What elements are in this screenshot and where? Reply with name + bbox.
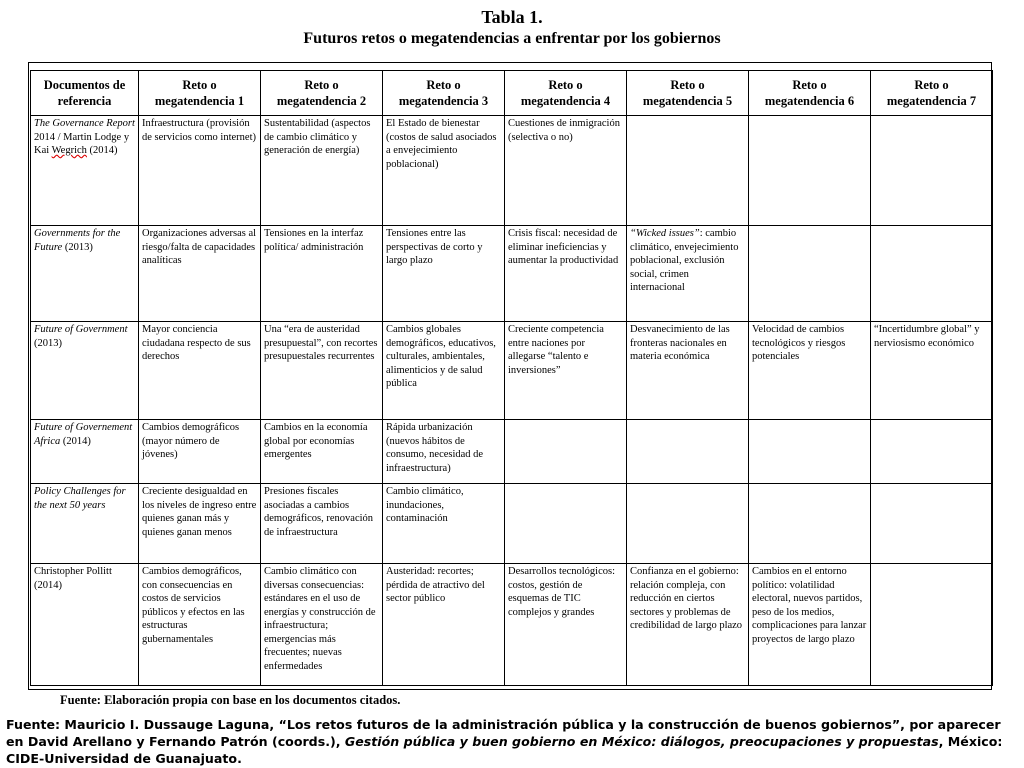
table-cell: Cambios demográficos, con consecuencias en costos de servicios públicos y efectos en las estructuras gubernamentales xyxy=(139,564,261,686)
table-cell xyxy=(627,116,749,226)
table-cell: Tensiones entre las perspectivas de corto y largo plazo xyxy=(383,226,505,322)
header-cell: Reto o megatendencia 7 xyxy=(871,71,993,116)
table-cell: Desarrollos tecnológicos: costos, gestión de esquemas de TIC complejos y grandes xyxy=(505,564,627,686)
table-cell: Cambios globales demográficos, educativos, culturales, ambientales, alimenticios y de salud pública xyxy=(383,322,505,420)
table-cell: Creciente desigualdad en los niveles de ingreso entre quienes ganan más y quienes ganan menos xyxy=(139,484,261,564)
header-cell: Reto o megatendencia 3 xyxy=(383,71,505,116)
table-row xyxy=(31,226,993,322)
table-cell xyxy=(871,420,993,484)
header-cell: Reto o megatendencia 1 xyxy=(139,71,261,116)
table-cell: Cuestiones de inmigración (selectiva o no) xyxy=(505,116,627,226)
table-number: Tabla 1. xyxy=(481,7,543,27)
table-cell: Confianza en el gobierno: relación compleja, con reducción en ciertos sectores y problemas de credibilidad de largo plazo xyxy=(627,564,749,686)
reference-cell: Future of Government (2013) xyxy=(31,322,139,420)
header-cell: Reto o megatendencia 6 xyxy=(749,71,871,116)
table-cell: “Wicked issues”: cambio climático, envejecimiento poblacional, exclusión social, crimen internacional xyxy=(627,226,749,322)
table-cell xyxy=(871,226,993,322)
table-caption: Futuros retos o megatendencias a enfrentar por los gobiernos xyxy=(303,30,721,47)
table-cell: Cambios en el entorno político: volatilidad electoral, nuevos partidos, peso de los medios, complicaciones para lanzar proyectos de largo plazo xyxy=(749,564,871,686)
table-cell: Una “era de austeridad presupuestal”, con recortes presupuestales recurrentes xyxy=(261,322,383,420)
table-cell: Tensiones en la interfaz política/ administración xyxy=(261,226,383,322)
table-cell: Sustentabilidad (aspectos de cambio climático y generación de energía) xyxy=(261,116,383,226)
reference-cell: Governments for the Future (2013) xyxy=(31,226,139,322)
table-cell: El Estado de bienestar (costos de salud asociados a envejecimiento poblacional) xyxy=(383,116,505,226)
citation: Fuente: Mauricio I. Dussauge Laguna, “Los retos futuros de la administración pública y la construcción de buenos gobiernos”, por aparecer en David Arellano y Fernando Patrón (coords.), Gestión pública y buen gobierno en México: diálogos, preocupaciones y propuestas, México: CIDE-Universidad de Guanajuato. xyxy=(6,717,1003,766)
table-row xyxy=(31,322,993,420)
header-row xyxy=(31,71,993,116)
table-cell xyxy=(505,484,627,564)
table-cell: Cambio climático, inundaciones, contaminación xyxy=(383,484,505,564)
table-cell: Organizaciones adversas al riesgo/falta de capacidades analíticas xyxy=(139,226,261,322)
table-cell: “Incertidumbre global” y nerviosismo económico xyxy=(871,322,993,420)
reference-cell: The Governance Report 2014 / Martin Lodge y Kai Wegrich (2014) xyxy=(31,116,139,226)
table-cell: Mayor conciencia ciudadana respecto de sus derechos xyxy=(139,322,261,420)
table-cell: Creciente competencia entre naciones por allegarse “talento e inversiones” xyxy=(505,322,627,420)
megatrends-table xyxy=(30,70,993,686)
table-title-block xyxy=(0,6,1024,50)
table-cell: Velocidad de cambios tecnológicos y riesgos potenciales xyxy=(749,322,871,420)
reference-cell: Future of Governement Africa (2014) xyxy=(31,420,139,484)
table-cell xyxy=(749,420,871,484)
table-cell: Crisis fiscal: necesidad de eliminar ineficiencias y aumentar la productividad xyxy=(505,226,627,322)
table-cell: Cambios en la economía global por economías emergentes xyxy=(261,420,383,484)
table-cell: Desvanecimiento de las fronteras nacionales en materia económica xyxy=(627,322,749,420)
table-row xyxy=(31,116,993,226)
header-cell: Reto o megatendencia 5 xyxy=(627,71,749,116)
table-cell xyxy=(749,226,871,322)
table-cell xyxy=(627,420,749,484)
table-cell: Austeridad: recortes; pérdida de atractivo del sector público xyxy=(383,564,505,686)
table-row xyxy=(31,564,993,686)
table-cell: Infraestructura (provisión de servicios como internet) xyxy=(139,116,261,226)
table-cell xyxy=(505,420,627,484)
reference-cell: Christopher Pollitt (2014) xyxy=(31,564,139,686)
header-cell: Reto o megatendencia 2 xyxy=(261,71,383,116)
table-cell: Cambios demográficos (mayor número de jóvenes) xyxy=(139,420,261,484)
table-cell: Presiones fiscales asociadas a cambios demográficos, renovación de infraestructura xyxy=(261,484,383,564)
table-cell xyxy=(627,484,749,564)
header-cell: Documentos de referencia xyxy=(31,71,139,116)
table-cell xyxy=(871,116,993,226)
table-cell xyxy=(749,116,871,226)
table-cell xyxy=(749,484,871,564)
reference-cell: Policy Challenges for the next 50 years xyxy=(31,484,139,564)
table-row xyxy=(31,484,993,564)
header-cell: Reto o megatendencia 4 xyxy=(505,71,627,116)
table-cell xyxy=(871,564,993,686)
table-cell: Rápida urbanización (nuevos hábitos de consumo, necesidad de infraestructura) xyxy=(383,420,505,484)
table-row xyxy=(31,420,993,484)
table-cell: Cambio climático con diversas consecuencias: estándares en el uso de energías y construcción de infraestructura; emergencias más frecuentes; nuevas enfermedades xyxy=(261,564,383,686)
table-cell xyxy=(871,484,993,564)
table-source-note: Fuente: Elaboración propia con base en los documentos citados. xyxy=(60,693,401,707)
